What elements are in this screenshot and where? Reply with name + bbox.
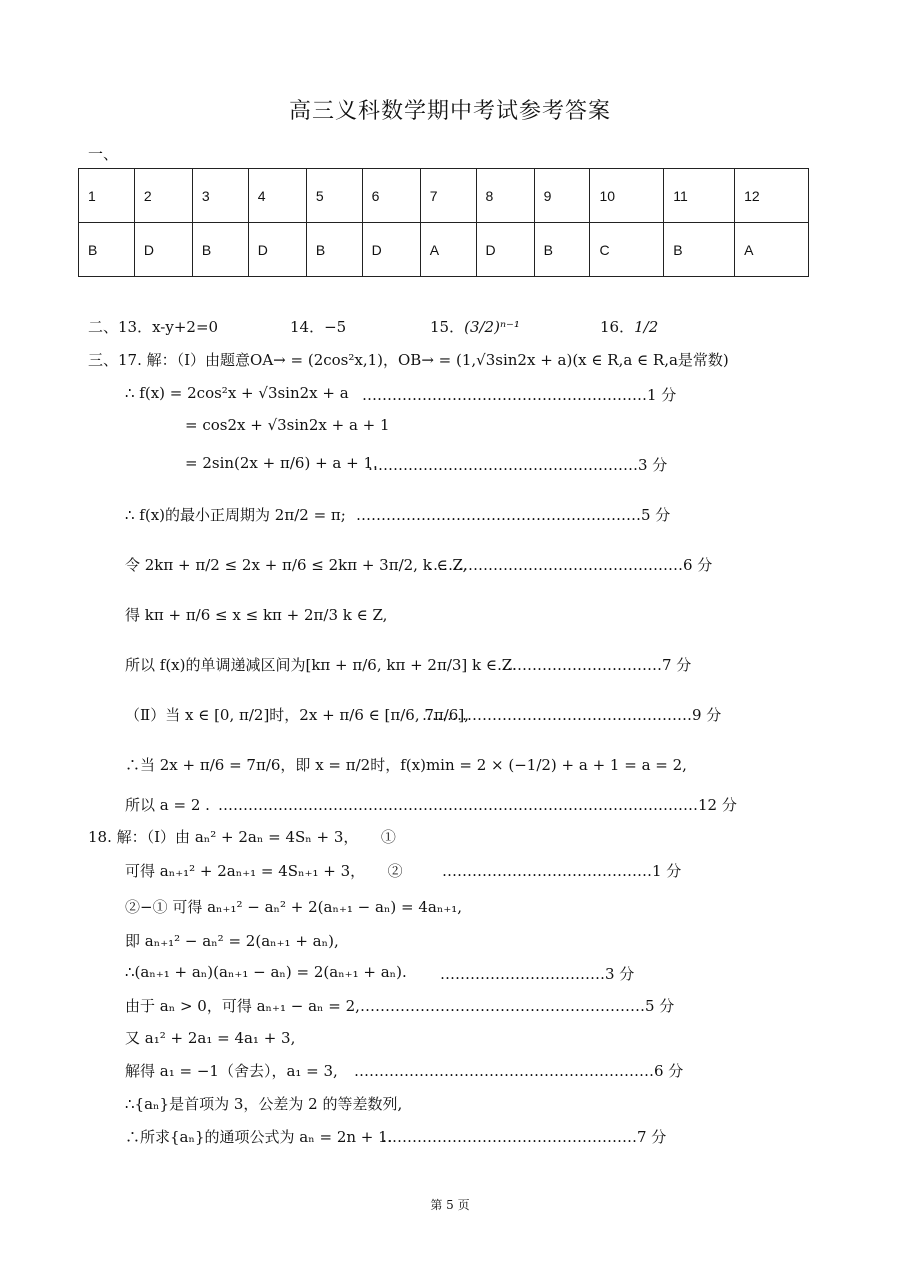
answer-table-answers-row xyxy=(79,223,809,277)
q16-label: 16． xyxy=(600,318,635,336)
solution-line: 可得 aₙ₊₁² + 2aₙ₊₁ = 4Sₙ₊₁ + 3， ② xyxy=(125,862,403,880)
answer-choice: A xyxy=(735,223,809,277)
solution-line: 18. 解：（Ⅰ）由 aₙ² + 2aₙ = 4Sₙ + 3， ① xyxy=(88,828,396,846)
answer-choice: B xyxy=(664,223,735,277)
fill-blank-q14 xyxy=(290,316,346,337)
score-mark: ……………………………7 分 xyxy=(497,656,692,674)
solution-line: ∴当 2x + π/6 = 7π/6，即 x = π/2时，f(x)min = 2 × (−1/2) + a + 1 = a = 2, xyxy=(125,756,687,774)
question-number: 9 xyxy=(534,169,590,223)
answer-choice: A xyxy=(420,223,476,277)
answer-choice: D xyxy=(362,223,420,277)
score-mark: ……………………………………………6 分 xyxy=(428,556,713,574)
score-mark: ……………………………3 分 xyxy=(440,965,635,983)
question-number: 11 xyxy=(664,169,735,223)
solution-line: 由于 aₙ > 0，可得 aₙ₊₁ − aₙ = 2, xyxy=(125,997,360,1015)
question-number: 3 xyxy=(192,169,248,223)
solution-line: 所以 a = 2 . xyxy=(125,796,210,814)
answer-choice: B xyxy=(192,223,248,277)
score-mark: ………………………………………………9 分 xyxy=(422,706,722,724)
question-number: 4 xyxy=(248,169,306,223)
score-mark: …………………………………………………5 分 xyxy=(360,997,675,1015)
question-number: 2 xyxy=(134,169,192,223)
score-mark: …………………………………………………1 分 xyxy=(362,386,677,404)
answer-table xyxy=(78,168,809,277)
answer-choice: B xyxy=(306,223,362,277)
q15-label: 15． xyxy=(430,318,465,336)
solution-line: 令 2kπ + π/2 ≤ 2x + π/6 ≤ 2kπ + 3π/2, k ∈ Z, xyxy=(125,556,468,574)
question-number: 1 xyxy=(79,169,135,223)
q13-answer: x-y+2=0 xyxy=(152,318,219,336)
answer-choice: B xyxy=(79,223,135,277)
page-number: 第 5 页 xyxy=(430,1198,470,1212)
question-number: 8 xyxy=(476,169,534,223)
score-mark: …………………………………………………5 分 xyxy=(356,506,671,524)
solution-line: ∴(aₙ₊₁ + aₙ)(aₙ₊₁ − aₙ) = 2(aₙ₊₁ + aₙ). xyxy=(125,963,407,981)
q14-label: 14． xyxy=(290,318,325,336)
question-number: 6 xyxy=(362,169,420,223)
question-number: 7 xyxy=(420,169,476,223)
solution-line: ∴ f(x) = 2cos²x + √3sin2x + a xyxy=(125,384,349,402)
solution-line: 即 aₙ₊₁² − aₙ² = 2(aₙ₊₁ + aₙ), xyxy=(125,932,339,950)
solution-line: 又 a₁² + 2a₁ = 4a₁ + 3, xyxy=(125,1029,296,1047)
solution-line: 所以 f(x)的单调递减区间为[kπ + π/6, kπ + 2π/3] k ∈ Z. xyxy=(125,656,517,674)
score-mark: ……………………………………1 分 xyxy=(442,862,682,880)
answer-table-numbers-row xyxy=(79,169,809,223)
solution-line: = 2sin(2x + π/6) + a + 1. xyxy=(185,454,378,472)
q16-answer: 1/2 xyxy=(634,318,659,336)
answer-choice: B xyxy=(534,223,590,277)
solution-line: （Ⅱ）当 x ∈ [0, π/2]时，2x + π/6 ∈ [π/6, 7π/6], xyxy=(125,706,469,724)
q14-answer: −5 xyxy=(324,318,347,336)
score-mark: ……………………………………………7 分 xyxy=(382,1128,667,1146)
q15-answer: (3/2)ⁿ⁻¹ xyxy=(464,318,520,336)
solution-line: ∴所求{aₙ}的通项公式为 aₙ = 2n + 1. xyxy=(125,1128,393,1146)
fill-blank-q16 xyxy=(600,316,658,337)
answer-choice: D xyxy=(248,223,306,277)
score-mark: ……………………………………………………………………………………12 分 xyxy=(218,796,737,814)
solution-line: ②−① 可得 aₙ₊₁² − aₙ² + 2(aₙ₊₁ − aₙ) = 4aₙ₊₁, xyxy=(125,898,463,916)
score-mark: ………………………………………………3 分 xyxy=(368,456,668,474)
question-number: 12 xyxy=(735,169,809,223)
solution-line: ∴{aₙ}是首项为 3，公差为 2 的等差数列, xyxy=(125,1095,403,1113)
answer-choice: D xyxy=(476,223,534,277)
solution-line: 解得 a₁ = −1（舍去），a₁ = 3, xyxy=(125,1062,338,1080)
fill-blank-label: 二、13． xyxy=(88,318,153,336)
fill-blank-q13 xyxy=(88,316,218,337)
question-number: 5 xyxy=(306,169,362,223)
question-number: 10 xyxy=(590,169,664,223)
score-mark: ……………………………………………………6 分 xyxy=(354,1062,684,1080)
page-title: 高三义科数学期中考试参考答案 xyxy=(288,99,611,124)
section-1-label: 一、 xyxy=(88,145,119,163)
answer-choice: C xyxy=(590,223,664,277)
solution-line: 三、17. 解：（Ⅰ）由题意OA→ = (2cos²x,1)，OB→ = (1,√3sin2x + a)(x ∈ R,a ∈ R,a是常数) xyxy=(88,351,729,369)
answer-choice: D xyxy=(134,223,192,277)
solution-line: = cos2x + √3sin2x + a + 1 xyxy=(185,416,390,434)
solution-line: 得 kπ + π/6 ≤ x ≤ kπ + 2π/3 k ∈ Z, xyxy=(125,606,388,624)
fill-blank-q15 xyxy=(430,316,520,337)
solution-line: ∴ f(x)的最小正周期为 2π/2 = π; xyxy=(125,506,346,524)
